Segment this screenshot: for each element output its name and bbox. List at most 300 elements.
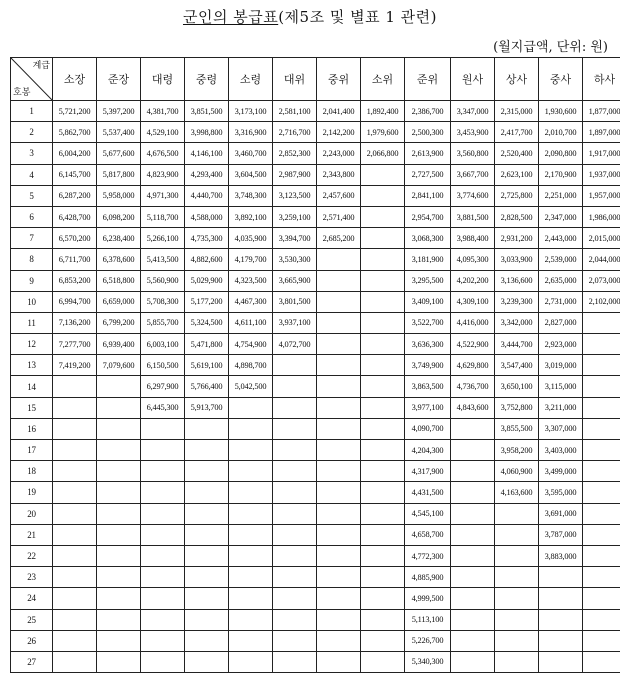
pay-cell: 2,635,000 [539,270,583,291]
pay-cell [53,461,97,482]
pay-cell [583,609,620,630]
pay-cell [97,418,141,439]
pay-cell [583,312,620,333]
table-row [11,143,620,164]
pay-cell [361,334,405,355]
pay-cell: 6,445,300 [141,397,185,418]
pay-cell: 1,930,600 [539,101,583,122]
pay-cell [97,588,141,609]
pay-cell: 4,885,900 [405,567,451,588]
pay-cell [317,397,361,418]
pay-cell: 2,954,700 [405,206,451,227]
pay-cell [53,482,97,503]
pay-cell: 1,897,000 [583,122,620,143]
step-number: 8 [11,249,53,270]
step-number: 9 [11,270,53,291]
table-row [11,249,620,270]
pay-cell [495,524,539,545]
pay-cell: 3,444,700 [495,334,539,355]
pay-cell: 6,378,600 [97,249,141,270]
pay-cell [141,440,185,461]
table-row [11,101,620,122]
rank-header: 중령 [185,58,229,101]
pay-cell: 3,316,900 [229,122,273,143]
pay-cell: 5,042,500 [229,376,273,397]
table-row [11,185,620,206]
pay-cell [583,440,620,461]
step-number: 18 [11,461,53,482]
pay-cell [53,588,97,609]
pay-cell: 2,623,100 [495,164,539,185]
pay-cell [273,418,317,439]
pay-cell [539,588,583,609]
pay-cell: 3,937,100 [273,312,317,333]
pay-cell [451,482,495,503]
rank-header: 소위 [361,58,405,101]
step-number: 11 [11,312,53,333]
pay-cell [361,503,405,524]
pay-cell: 4,204,300 [405,440,451,461]
pay-cell: 2,500,300 [405,122,451,143]
pay-cell: 3,460,700 [229,143,273,164]
pay-cell [273,482,317,503]
pay-table [10,57,620,673]
pay-cell: 3,211,000 [539,397,583,418]
pay-cell: 4,629,800 [451,355,495,376]
pay-cell: 3,394,700 [273,228,317,249]
pay-cell [495,630,539,651]
pay-cell: 3,998,800 [185,122,229,143]
pay-cell: 3,604,500 [229,164,273,185]
pay-cell [273,609,317,630]
step-number: 23 [11,567,53,588]
pay-cell: 1,986,000 [583,206,620,227]
pay-cell: 4,898,700 [229,355,273,376]
pay-cell: 6,799,200 [97,312,141,333]
pay-cell: 5,340,300 [405,651,451,672]
pay-cell [317,651,361,672]
pay-cell: 6,150,500 [141,355,185,376]
pay-cell: 2,852,300 [273,143,317,164]
pay-cell [185,461,229,482]
pay-cell [229,418,273,439]
pay-cell: 2,685,200 [317,228,361,249]
pay-cell: 4,971,300 [141,185,185,206]
pay-cell [97,376,141,397]
pay-cell: 3,749,900 [405,355,451,376]
pay-cell: 5,817,800 [97,164,141,185]
pay-cell [451,567,495,588]
pay-cell [583,651,620,672]
pay-cell: 3,342,000 [495,312,539,333]
pay-cell: 3,409,100 [405,291,451,312]
pay-cell: 2,343,800 [317,164,361,185]
pay-cell [229,545,273,566]
pay-cell: 6,297,900 [141,376,185,397]
pay-cell: 4,202,200 [451,270,495,291]
pay-cell: 4,588,000 [185,206,229,227]
pay-cell: 4,440,700 [185,185,229,206]
pay-cell [53,440,97,461]
step-number: 17 [11,440,53,461]
pay-cell: 2,581,100 [273,101,317,122]
pay-cell: 2,170,900 [539,164,583,185]
pay-cell: 2,347,000 [539,206,583,227]
pay-cell: 3,988,400 [451,228,495,249]
table-row [11,440,620,461]
table-row [11,291,620,312]
pay-cell: 6,004,200 [53,143,97,164]
pay-cell: 3,307,000 [539,418,583,439]
pay-cell: 3,977,100 [405,397,451,418]
pay-cell: 2,827,000 [539,312,583,333]
table-row [11,503,620,524]
pay-cell [583,588,620,609]
pay-cell [317,312,361,333]
pay-cell: 5,029,900 [185,270,229,291]
pay-cell [451,461,495,482]
pay-cell [317,249,361,270]
pay-cell: 7,277,700 [53,334,97,355]
pay-cell [361,545,405,566]
pay-cell: 2,923,000 [539,334,583,355]
pay-cell [317,545,361,566]
pay-cell [361,482,405,503]
rank-header: 하사 [583,58,620,101]
pay-cell: 1,957,000 [583,185,620,206]
step-number: 24 [11,588,53,609]
pay-cell: 7,079,600 [97,355,141,376]
pay-cell [361,376,405,397]
pay-cell [361,249,405,270]
pay-cell: 3,522,700 [405,312,451,333]
pay-cell: 2,613,900 [405,143,451,164]
pay-cell [317,461,361,482]
pay-cell [583,524,620,545]
pay-cell [273,440,317,461]
pay-cell: 6,853,200 [53,270,97,291]
pay-cell: 6,659,000 [97,291,141,312]
pay-cell [583,630,620,651]
pay-cell: 3,748,300 [229,185,273,206]
pay-cell [273,397,317,418]
pay-cell: 5,118,700 [141,206,185,227]
pay-cell [273,630,317,651]
pay-cell [141,609,185,630]
pay-cell: 3,752,800 [495,397,539,418]
pay-cell [361,440,405,461]
pay-cell [317,588,361,609]
pay-cell: 7,136,200 [53,312,97,333]
pay-cell [583,397,620,418]
pay-cell [273,588,317,609]
pay-cell [317,270,361,291]
table-row [11,545,620,566]
pay-cell [141,567,185,588]
pay-cell: 3,295,500 [405,270,451,291]
pay-cell: 4,416,000 [451,312,495,333]
pay-cell [583,334,620,355]
pay-cell [317,418,361,439]
table-row [11,418,620,439]
pay-cell: 4,323,500 [229,270,273,291]
pay-cell: 4,882,600 [185,249,229,270]
pay-cell [53,651,97,672]
pay-cell [495,545,539,566]
step-number: 16 [11,418,53,439]
pay-cell [539,567,583,588]
pay-cell: 5,855,700 [141,312,185,333]
step-number: 22 [11,545,53,566]
corner-rank-label: 계급 [32,60,50,70]
pay-cell: 2,044,000 [583,249,620,270]
pay-cell [273,524,317,545]
table-row [11,334,620,355]
pay-cell: 4,467,300 [229,291,273,312]
pay-cell: 2,417,700 [495,122,539,143]
pay-cell [583,482,620,503]
table-row [11,122,620,143]
table-row [11,630,620,651]
pay-cell [361,630,405,651]
pay-cell [451,418,495,439]
pay-cell: 5,471,800 [185,334,229,355]
pay-cell [451,503,495,524]
table-row [11,355,620,376]
pay-cell: 5,913,700 [185,397,229,418]
step-number: 26 [11,630,53,651]
step-number: 13 [11,355,53,376]
pay-cell: 2,015,000 [583,228,620,249]
pay-cell [97,397,141,418]
pay-cell: 2,931,200 [495,228,539,249]
pay-cell: 5,766,400 [185,376,229,397]
pay-cell: 5,721,200 [53,101,97,122]
pay-cell [229,397,273,418]
pay-cell [451,609,495,630]
pay-cell [229,651,273,672]
rank-header: 준장 [97,58,141,101]
pay-cell [451,440,495,461]
pay-cell: 4,431,500 [405,482,451,503]
pay-cell [361,228,405,249]
pay-cell: 2,725,800 [495,185,539,206]
pay-cell [361,270,405,291]
step-number: 12 [11,334,53,355]
pay-cell: 4,676,500 [141,143,185,164]
pay-cell: 6,428,700 [53,206,97,227]
pay-cell: 3,530,300 [273,249,317,270]
pay-cell: 4,179,700 [229,249,273,270]
pay-cell [317,291,361,312]
pay-cell [361,164,405,185]
pay-cell [361,524,405,545]
pay-cell [141,461,185,482]
pay-cell: 3,115,000 [539,376,583,397]
step-number: 3 [11,143,53,164]
pay-cell: 3,068,300 [405,228,451,249]
pay-cell [583,376,620,397]
pay-cell: 3,033,900 [495,249,539,270]
pay-cell: 4,072,700 [273,334,317,355]
pay-cell: 2,066,800 [361,143,405,164]
pay-cell: 5,537,400 [97,122,141,143]
pay-cell [141,482,185,503]
table-row [11,164,620,185]
pay-cell [361,185,405,206]
pay-cell: 6,994,700 [53,291,97,312]
pay-cell: 2,102,000 [583,291,620,312]
pay-cell: 4,060,900 [495,461,539,482]
step-number: 1 [11,101,53,122]
pay-cell [451,588,495,609]
pay-cell [273,567,317,588]
pay-cell: 4,999,500 [405,588,451,609]
pay-cell: 2,010,700 [539,122,583,143]
pay-cell [361,312,405,333]
pay-cell: 1,877,000 [583,101,620,122]
pay-cell: 4,772,300 [405,545,451,566]
pay-cell [53,418,97,439]
unit-note: (월지급액, 단위: 원) [493,40,608,55]
pay-cell [229,609,273,630]
step-number: 15 [11,397,53,418]
pay-cell [361,291,405,312]
pay-cell [141,545,185,566]
pay-cell [583,567,620,588]
rank-header: 중사 [539,58,583,101]
table-row [11,567,620,588]
pay-cell [53,609,97,630]
pay-cell [229,588,273,609]
pay-cell: 5,708,300 [141,291,185,312]
rank-header: 소령 [229,58,273,101]
table-row [11,206,620,227]
pay-cell: 3,958,200 [495,440,539,461]
pay-cell [53,524,97,545]
pay-cell [451,651,495,672]
title-main: 군인의 봉급표 [182,8,279,26]
pay-cell: 1,937,000 [583,164,620,185]
pay-cell: 3,136,600 [495,270,539,291]
rank-header: 소장 [53,58,97,101]
pay-cell [229,503,273,524]
pay-cell [185,567,229,588]
rank-header: 대위 [273,58,317,101]
pay-cell: 3,123,500 [273,185,317,206]
pay-cell: 2,841,100 [405,185,451,206]
pay-cell: 4,146,100 [185,143,229,164]
pay-cell: 3,239,300 [495,291,539,312]
pay-cell: 4,381,700 [141,101,185,122]
pay-cell [317,567,361,588]
step-number: 20 [11,503,53,524]
rank-header: 준위 [405,58,451,101]
pay-cell: 5,862,700 [53,122,97,143]
rank-header: 대령 [141,58,185,101]
table-row [11,270,620,291]
pay-cell: 6,711,700 [53,249,97,270]
pay-cell [317,524,361,545]
pay-cell: 3,801,500 [273,291,317,312]
pay-cell: 5,324,500 [185,312,229,333]
pay-cell [451,630,495,651]
pay-cell [317,334,361,355]
pay-cell [97,482,141,503]
pay-cell: 5,397,200 [97,101,141,122]
document-title [0,6,620,27]
pay-cell [97,651,141,672]
pay-cell [495,609,539,630]
pay-cell [361,461,405,482]
pay-cell: 4,658,700 [405,524,451,545]
pay-cell [229,440,273,461]
pay-cell: 5,266,100 [141,228,185,249]
pay-cell [185,440,229,461]
step-number: 2 [11,122,53,143]
pay-cell: 6,939,400 [97,334,141,355]
pay-cell: 2,251,000 [539,185,583,206]
pay-cell: 4,090,700 [405,418,451,439]
pay-cell: 2,243,000 [317,143,361,164]
pay-cell: 3,259,100 [273,206,317,227]
pay-cell: 5,113,100 [405,609,451,630]
pay-cell: 5,177,200 [185,291,229,312]
pay-cell [97,630,141,651]
pay-cell [53,545,97,566]
pay-cell [97,440,141,461]
pay-cell [317,503,361,524]
pay-cell: 6,287,200 [53,185,97,206]
pay-cell [583,461,620,482]
step-number: 10 [11,291,53,312]
pay-cell: 6,238,400 [97,228,141,249]
pay-cell: 3,881,500 [451,206,495,227]
pay-cell: 4,522,900 [451,334,495,355]
pay-cell [185,418,229,439]
step-number: 6 [11,206,53,227]
pay-cell [361,651,405,672]
pay-cell: 3,863,500 [405,376,451,397]
pay-cell: 2,828,500 [495,206,539,227]
pay-cell [229,461,273,482]
step-number: 5 [11,185,53,206]
pay-cell [53,630,97,651]
pay-cell [185,482,229,503]
pay-cell [451,545,495,566]
step-number: 19 [11,482,53,503]
table-row [11,376,620,397]
pay-cell: 2,727,500 [405,164,451,185]
pay-cell [539,651,583,672]
pay-cell [495,503,539,524]
pay-cell: 1,917,000 [583,143,620,164]
pay-cell [317,630,361,651]
pay-cell: 2,073,000 [583,270,620,291]
pay-cell: 4,529,100 [141,122,185,143]
pay-cell [229,567,273,588]
pay-cell [53,567,97,588]
pay-cell: 4,095,300 [451,249,495,270]
pay-cell [141,503,185,524]
pay-cell: 4,823,900 [141,164,185,185]
pay-cell: 2,571,400 [317,206,361,227]
pay-cell [273,461,317,482]
pay-cell: 3,851,500 [185,101,229,122]
table-row [11,228,620,249]
pay-cell: 2,731,000 [539,291,583,312]
pay-cell [583,355,620,376]
